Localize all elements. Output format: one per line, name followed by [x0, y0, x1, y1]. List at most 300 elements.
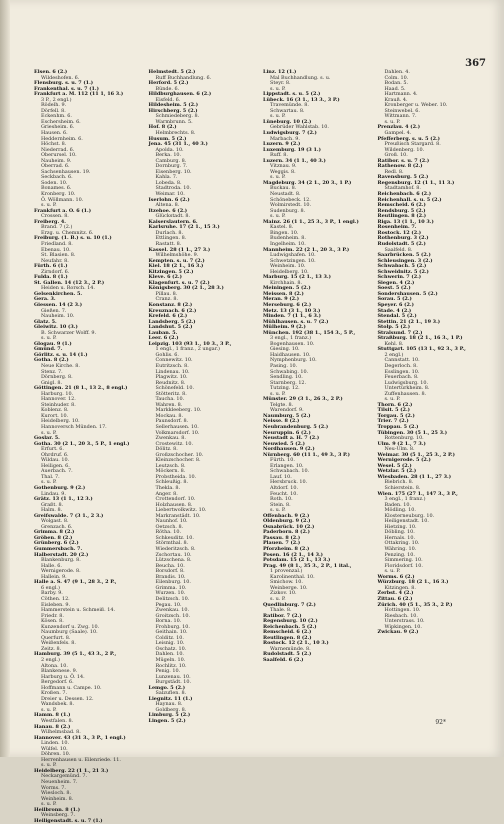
index-subentry: Probstheida. 10.: [155, 473, 197, 480]
index-subentry: Eisfeld. 6.: [155, 96, 181, 103]
index-subentry: Querfurt. 8.: [41, 634, 71, 641]
index-subentry: Dreier u. Dessen. 12.: [41, 695, 94, 702]
index-subentry: Währing. 10.: [384, 546, 417, 553]
index-heading: Posen. 16 (2 1., 14 3.): [263, 551, 324, 558]
index-subentry: Heiden u. Rorsch. 14.: [41, 285, 95, 292]
index-subentry: Neckargemünd. 7.: [41, 773, 87, 780]
index-subentry: Schkeuditz. 10.: [155, 534, 194, 541]
index-heading: Frankfurt a. O. 6 (1.): [34, 207, 92, 214]
index-heading: Mühlhausen. s. u. 7 (2.): [263, 318, 329, 325]
index-subentry: s. u. P.: [41, 479, 57, 486]
index-subentry: Mödling. 10.: [384, 507, 416, 514]
index-heading: Kassel. 28 (1 1., 27 3.): [148, 246, 211, 253]
index-subentry: Griesheim. 6.: [41, 124, 75, 131]
index-subentry: Durlach. 8.: [155, 229, 184, 236]
index-heading: Flensburg. s. u. 7 (1.): [34, 80, 94, 87]
index-heading: Itzehoe. 6 (2.): [148, 207, 188, 214]
index-heading: Saarbrücken. 5 (2.): [377, 252, 431, 259]
index-heading: Kleve. 6 (2.): [148, 274, 182, 281]
index-subentry: Neuenheim. 7.: [41, 779, 78, 785]
index-heading: Reichenbach. 6 (2.): [377, 191, 432, 198]
index-heading: Stolp. 5 (2.): [377, 324, 411, 331]
index-subentry: Steinwebel. 6.: [384, 107, 420, 114]
index-subentry: Preußisch Stargard. 8.: [384, 141, 441, 148]
index-heading: Mülheim. 9 (2.): [263, 324, 306, 331]
index-heading: Wiesbaden. 28 (1 1., 27 3.): [377, 473, 452, 480]
index-subentry: St. Blasien. 8.: [41, 252, 76, 259]
index-heading: Mainz. 26 (1 1., 25 3., 3 P., 1 engl.): [263, 218, 359, 225]
index-subentry: Steyr. 8.: [270, 80, 291, 87]
index-subentry: Grenzach. 6.: [41, 523, 73, 530]
index-subentry: s. u. P.: [41, 202, 57, 209]
index-subentry: Oberursel. 10.: [41, 152, 77, 159]
index-heading: Tübingen. 30 (5 1., 25 3.): [377, 429, 448, 436]
index-heading: Jena. 45 (31 1., 40 3.): [148, 141, 208, 148]
index-heading: Stuttgart. 105 (13 1., 92 3., 3 P.,: [377, 346, 466, 353]
index-heading: Ratibor. 7 (2.): [263, 612, 302, 619]
index-heading: Frankenthal. s. u. 7 (1.): [34, 85, 99, 92]
index-subentry: Redl. 8.: [384, 168, 404, 175]
index-heading: Luzern. 9 (2.): [263, 141, 301, 148]
index-subentry: Thal. 7.: [41, 473, 60, 480]
index-subentry: Volkmarsdorf. 10.: [155, 429, 200, 436]
index-subentry: Wandsbek. 8.: [41, 701, 75, 708]
index-subentry: Hammerstein u. Schmeiß. 14.: [41, 607, 116, 614]
index-heading: Minden. 7 (1 1., 6 3.): [263, 313, 321, 320]
index-heading: Görlitz. s. u. 14 (1.): [34, 351, 88, 358]
index-subentry: Ruff Buchhandlung. 6.: [155, 74, 212, 81]
index-subentry: Blankenburg. 8.: [41, 557, 81, 564]
index-subentry: Wiesloch. 8.: [41, 790, 72, 797]
index-subentry: Mockau. 8.: [155, 412, 183, 419]
index-heading: Hirschberg. 5 (2.): [148, 107, 198, 114]
index-subentry: Hietzing. 10.: [384, 523, 417, 530]
index-subentry: Oberrad. 6.: [41, 163, 70, 170]
index-subentry: Ludwigshafen. 10.: [270, 252, 316, 259]
index-subentry: Bingen. 10.: [270, 229, 299, 236]
index-subentry: Warmbrunn. 5.: [155, 118, 193, 125]
index-subentry: Kronberg. 10.: [41, 191, 76, 198]
index-subentry: Berka. 10.: [155, 152, 182, 159]
index-subentry: Mal Buchhandlung. s. u.: [270, 74, 331, 81]
index-subentry: Ottakring. 10.: [384, 540, 420, 547]
index-subentry: Karolinenthal. 10.: [270, 573, 315, 580]
index-subentry: Biebrich. 8.: [384, 479, 414, 486]
index-subentry: Grimma. 10.: [155, 584, 187, 591]
index-heading: Krefeld. 6 (2.): [148, 313, 188, 320]
index-subentry: Salzuflen. 8.: [155, 690, 187, 697]
index-subentry: Travemünde. 8.: [270, 102, 309, 109]
index-subentry: Rochlitz. 10.: [155, 662, 187, 669]
index-subentry: Großzschocher. 10.: [155, 451, 204, 458]
index-subentry: Connewitz. 10.: [155, 357, 193, 364]
index-subentry: Auerbach. 7.: [41, 468, 73, 475]
index-subentry: Döhren. 10.: [41, 751, 71, 758]
index-subentry: 6 engl.): [41, 584, 60, 591]
index-subentry: Weinsberg. 7.: [41, 812, 76, 819]
index-columns: [34, 69, 486, 824]
index-heading: Wien. 175 (27 1., 147 3., 3 P.,: [377, 490, 458, 497]
index-subentry: Penig. 10.: [155, 668, 181, 675]
index-subentry: Dahlen. 10.: [155, 651, 184, 658]
index-heading: Göttingen. 21 (8 1., 13 2., 8 engl.): [34, 385, 128, 392]
index-subentry: Smichow. 10.: [270, 579, 303, 586]
index-subentry: s. u. P.: [270, 507, 286, 514]
index-heading: Trier. 7 (2.): [377, 418, 409, 425]
index-subentry: Friedr. 8.: [41, 612, 64, 619]
index-subentry: Blankenese. 9.: [41, 668, 78, 675]
index-subentry: Halle. 6.: [41, 562, 62, 569]
index-heading: Meiningen. 5 (2.): [263, 285, 311, 292]
index-heading: Regensburg. 12 (1 1., 11 3.): [377, 179, 455, 186]
index-subentry: Reudnitz. 8.: [155, 379, 186, 386]
index-heading: Giessen. 14 (2 3.): [34, 301, 83, 308]
index-subentry: Burgstädt. 10.: [155, 679, 192, 686]
index-subentry: Haad. 5.: [384, 85, 406, 92]
index-heading: Tilsit. 5 (2.): [377, 407, 410, 414]
index-subentry: Neue Kirche. 8.: [41, 362, 80, 369]
index-heading: Hof. 8 (2.): [148, 124, 177, 131]
index-subentry: Roth. 10.: [270, 496, 293, 503]
page-binding-shadow: [0, 0, 10, 757]
index-subentry: 1 engl., 1 franz., 2 ungar.): [155, 346, 220, 353]
index-heading: Luxemburg. 19 (3 1.): [263, 146, 321, 153]
index-heading: Goslar. 5.: [34, 435, 60, 442]
index-subentry: Kastel. 8.: [270, 224, 294, 231]
index-heading: Grimma. 8 (2.): [34, 529, 75, 536]
index-heading: Rostock. 12 (2.): [377, 229, 422, 236]
index-subentry: Stein. 8.: [270, 501, 291, 508]
index-heading: Lippstadt. s. u. 5 (2.): [263, 91, 321, 98]
index-subentry: Worms. 7.: [41, 784, 66, 791]
index-heading: Gera. 3.: [34, 296, 56, 303]
index-subentry: Baden. 10.: [384, 501, 412, 508]
index-subentry: Dahlen. 4.: [384, 69, 410, 75]
index-subentry: s. u. P.: [270, 113, 286, 120]
index-subentry: Sachsenhausen. 19.: [41, 168, 91, 175]
index-subentry: Markranstädt. 10.: [155, 512, 201, 519]
index-subentry: Borna. 10.: [155, 618, 182, 625]
index-heading: Kaiserslautern. 6.: [148, 218, 198, 225]
index-heading: Ravensburg. 5 (2.): [377, 174, 429, 181]
index-heading: Schleusingen. 3 (2.): [377, 257, 433, 264]
index-subentry: Weißenfels. 8.: [41, 640, 76, 647]
index-heading: Rosenheim. 7.: [377, 224, 417, 231]
index-heading: Hamburg. 39 (5 1., 43 3., 2 P.,: [34, 651, 117, 658]
index-subentry: Fürth. 10.: [270, 457, 295, 464]
index-subentry: Kirchhain. 8.: [270, 279, 302, 286]
index-subentry: Rottenburg. 10.: [384, 435, 424, 442]
index-subentry: Herrenhausen u. Eilenriede. 11.: [41, 756, 121, 763]
index-subentry: Weimar. 10.: [155, 191, 185, 198]
index-subentry: Crossen. 8.: [41, 213, 69, 220]
index-heading: Hildburghausen. 6 (2.): [148, 91, 212, 98]
index-heading: Landshut. 5 (2.): [148, 324, 193, 331]
index-subentry: Möckern. 8.: [155, 468, 186, 475]
index-heading: Herford. 5 (2.): [148, 80, 189, 87]
index-heading: Rudolstadt. 5 (2.): [263, 651, 312, 658]
index-subentry: Wiederitzsch. 8.: [155, 546, 196, 553]
index-heading: Straßburg. 18 (2 1., 16 3., 1 P.): [377, 335, 463, 342]
index-subentry: Lobeda. 8.: [155, 179, 182, 186]
index-subentry: Friedland. 8.: [41, 240, 73, 247]
index-subentry: Wernigerode. 8.: [41, 568, 81, 575]
index-heading: Kempten. s. u. 7 (2.): [148, 257, 205, 264]
index-heading: Husum. 5 (2.): [148, 135, 187, 142]
index-subentry: Bonames. 6.: [41, 185, 72, 192]
index-subentry: Gnigl. 8.: [41, 379, 63, 386]
index-subentry: Paunsdorf. 8.: [155, 418, 189, 425]
index-subentry: Haidhausen. 10.: [270, 351, 311, 358]
index-heading: Neisse. 8 (2.): [263, 418, 300, 425]
index-subentry: Oetzsch. 8.: [155, 523, 184, 530]
index-subentry: Kurort. 10.: [41, 412, 69, 419]
index-subentry: Feucht. 10.: [270, 490, 298, 497]
index-subentry: Hausen. 6.: [41, 130, 68, 137]
index-heading: Saalfeld. 6 (2.): [263, 656, 304, 663]
index-heading: Gmünd. 7.: [34, 346, 63, 353]
index-heading: Schwerin. 7 (2.): [377, 274, 422, 281]
index-heading: Leipzig. 103 (93 1., 10 3., 3 P.,: [148, 340, 232, 347]
index-subentry: Rastatt. 8.: [155, 240, 182, 247]
index-subentry: Goldberg. 8.: [155, 706, 187, 713]
index-subentry: Leisnig. 10.: [155, 640, 185, 647]
index-subentry: Colm. 10.: [384, 74, 409, 81]
index-heading: Klagenfurt. s. u. 7 (2.): [148, 279, 210, 286]
index-subentry: s. u. P.: [41, 762, 57, 769]
index-subentry: Wildenberg. 10.: [384, 146, 425, 153]
index-heading: Gotha. 30 (2 1., 20 3., 5 P., 1 engl.): [34, 440, 130, 447]
index-heading: Passau. 8 (2.): [263, 534, 301, 541]
index-subentry: Schmiedeberg. 8.: [155, 113, 200, 120]
index-subentry: Riesbach. 10.: [384, 612, 418, 619]
index-heading: Stettin. 21 (2 1., 19 3.): [377, 318, 441, 325]
index-subentry: Hottingen. 10.: [384, 607, 421, 614]
index-heading: Reutlingen. 8 (2.): [263, 634, 312, 641]
index-heading: St. Gallen. 14 (12 3., 2 P.): [34, 279, 105, 286]
index-column-2: [149, 70, 258, 725]
index-subentry: Schierstein. 8.: [384, 485, 421, 492]
index-heading: Neuwied. 5 (2.): [263, 440, 305, 447]
index-heading: Weimar. 30 (5 1., 25 3., 2 P.): [377, 451, 455, 458]
index-heading: Elsen. 6 (2.): [34, 69, 68, 75]
index-subentry: Beucha. 10.: [155, 562, 185, 569]
index-subentry: Buckau. 8.: [270, 185, 297, 192]
index-heading: Lüneburg. 10 (2.): [263, 118, 312, 125]
index-subentry: Altona. 10.: [41, 662, 68, 669]
index-subentry: Warnemünde. 8.: [270, 645, 311, 652]
index-subentry: Wurzen. 10.: [155, 590, 186, 597]
index-heading: Troppau. 5 (2.): [377, 424, 419, 430]
index-subentry: Thekla. 8.: [155, 485, 181, 492]
index-subentry: Leutzsch. 8.: [155, 462, 186, 469]
index-heading: Osnabrück. 10 (2.): [263, 523, 315, 530]
index-subentry: Apolda. 10.: [155, 146, 184, 153]
index-subentry: Gohlis. 6.: [155, 351, 179, 358]
index-subentry: Neustadt. 8.: [270, 191, 301, 198]
index-subentry: Barby. 9.: [41, 590, 63, 597]
index-heading: Fürth. 6 (1.): [34, 263, 68, 270]
index-subentry: Heiligen. 6.: [41, 462, 70, 469]
index-subentry: Borsdorf. 8.: [155, 568, 185, 575]
index-subentry: Sellerhausen. 10.: [155, 424, 199, 430]
index-heading: Hildesheim. 5 (2.): [148, 102, 199, 109]
index-subentry: Ingelheim. 10.: [270, 240, 306, 247]
index-heading: Meissen. 8 (2.): [263, 290, 304, 297]
index-subentry: Lunzenau. 10.: [155, 673, 191, 680]
index-subentry: Kehl. 8.: [384, 340, 404, 347]
index-subentry: Klosterneuburg. 10.: [384, 512, 435, 519]
index-subentry: Degerloch. 8.: [384, 362, 418, 369]
index-subentry: Geithain. 10.: [155, 629, 188, 636]
index-subentry: Marbach. 9.: [270, 135, 300, 142]
index-heading: Stendal. 5 (2.): [377, 313, 417, 320]
index-subentry: Schwabach. 10.: [270, 468, 310, 475]
index-subentry: Dornburg. 7.: [155, 163, 188, 170]
index-heading: Gothenburg. 9 (2.): [34, 485, 86, 492]
index-subentry: Kunzendorf u. Zwg. 10.: [41, 623, 100, 630]
index-subentry: Wülfel. 10.: [41, 745, 68, 752]
index-subentry: 3 P., 2 engl.): [41, 96, 72, 103]
index-subentry: Döbling. 10.: [384, 529, 415, 536]
index-subentry: Ettlingen. 8.: [155, 235, 187, 242]
index-subentry: Crostewitz. 10.: [155, 440, 194, 447]
index-subentry: Bünde. 6.: [155, 85, 180, 92]
index-heading: Halle a. S. 47 (9 1., 28 3., 2 P.,: [34, 579, 117, 586]
index-subentry: s. u. P.: [41, 429, 57, 436]
index-subentry: Pegau. 10.: [155, 601, 182, 608]
index-subentry: Tutzing. 12.: [270, 385, 300, 392]
index-subentry: Schönefeld. 10.: [155, 385, 195, 392]
index-subentry: Hannoversch Münden. 17.: [41, 424, 107, 430]
index-subentry: Penzing. 10.: [384, 551, 415, 558]
signature-mark: 92*: [435, 719, 446, 726]
index-heading: Siegen. 4 (2.): [377, 279, 415, 286]
index-heading: Prag. 49 (8 1., 35 3., 2 P., 1 ital.,: [263, 562, 352, 569]
index-subentry: Schleußig. 8.: [155, 479, 189, 486]
index-column-3: [263, 70, 372, 725]
index-subentry: Ö. Wöllmann. 10.: [41, 196, 84, 203]
index-heading: Lingen. 5 (2.): [148, 717, 186, 724]
index-subentry: Koblenz. 8.: [41, 407, 69, 414]
index-heading: Freiberg. 4.: [34, 218, 66, 225]
index-heading: Landsberg. 5 (2.): [148, 318, 196, 325]
index-heading: Torgau. 5 (2.): [377, 412, 415, 419]
index-subentry: Hartmann. 4.: [384, 91, 418, 98]
index-subentry: Stadtamhof. 8.: [384, 185, 421, 192]
index-subentry: Kroßen. 7.: [41, 690, 68, 697]
index-subentry: Dölitz. 8.: [155, 446, 178, 453]
index-heading: Freiburg. (1. B.) s. u. 10 (1.): [34, 235, 112, 242]
index-heading: Magdeburg. 34 (2 1., 20 3., 1 P.): [263, 179, 352, 186]
index-subentry: Holzhausen. 8.: [155, 501, 193, 508]
index-heading: Paderborn. 8 (2.): [263, 529, 310, 536]
index-subentry: Simmering. 10.: [384, 557, 423, 564]
index-subentry: Erzg. u. Chemnitz. 6.: [41, 229, 94, 236]
index-subentry: Hersbruck. 10.: [270, 479, 308, 486]
index-column-1: [34, 69, 143, 824]
index-heading: Worms. 6 (2.): [377, 573, 415, 580]
index-heading: Rathenow. 8 (2.): [377, 163, 423, 170]
index-heading: Quedlinburg. 7 (2.): [263, 601, 316, 608]
index-subentry: Cöthen. 12.: [41, 595, 70, 602]
index-subentry: Krauß. 4.: [384, 96, 408, 103]
index-subentry: 3 engl., 1 franz.): [384, 496, 426, 503]
index-heading: Schweidnitz. 5 (2.): [377, 268, 429, 275]
index-subentry: Soden. 10.: [41, 179, 68, 186]
index-column-4: [378, 70, 487, 725]
index-heading: Limburg. 5 (2.): [148, 712, 191, 719]
index-heading: Hamm. 8 (1.): [34, 712, 71, 719]
index-heading: Heilbronn. 8 (1.): [34, 806, 81, 813]
index-subentry: Eckenhm. 6.: [41, 113, 72, 120]
index-heading: Linz. 12 (1.): [263, 69, 297, 75]
index-subentry: Frohburg. 10.: [155, 623, 190, 630]
index-heading: Remscheid. 6 (2.): [377, 202, 426, 209]
index-heading: Fulda. 8 (1.): [34, 274, 68, 281]
index-heading: Kitzingen. 5 (2.): [148, 268, 194, 275]
index-heading: Ratibor. s. u. 7 (2.): [377, 157, 430, 164]
index-heading: Plauen. 7 (2.): [263, 540, 301, 547]
index-heading: Pforzheim. 8 (2.): [263, 546, 310, 553]
index-subentry: Hallein. 9.: [41, 573, 67, 580]
index-heading: Luzern. 34 (1 1., 40 3.): [263, 157, 326, 164]
index-subentry: Cannstatt. 10.: [384, 357, 420, 364]
index-subentry: Heddernheim. 6.: [41, 135, 83, 142]
index-heading: Rostock. 12 (2 1., 10 3.): [263, 640, 329, 647]
index-subentry: s. u. P.: [384, 118, 401, 125]
index-heading: Regensburg. 10 (2.): [263, 618, 318, 625]
index-subentry: Linden. 10.: [41, 740, 70, 747]
index-heading: Rendsburg. 5 (2.): [377, 207, 426, 214]
index-subentry: Gießen. 7.: [41, 307, 67, 314]
index-subentry: Heidelberg. 10.: [270, 268, 309, 275]
index-heading: Stralsund. 7 (2.): [377, 329, 423, 336]
index-subentry: s. u. P.: [270, 213, 286, 220]
index-heading: Metz. 13 (3 1., 10 3.): [263, 307, 321, 314]
index-heading: Soest. 5 (2.): [377, 285, 411, 292]
index-subentry: s. u. P.: [384, 568, 401, 575]
index-subentry: Zwenkau. 8.: [155, 435, 186, 442]
index-heading: Konstanz. 8 (2.): [148, 301, 193, 308]
index-subentry: Gebrüder Wahlstab. 10.: [270, 124, 329, 131]
index-subentry: Zschortau. 10.: [155, 551, 192, 558]
index-subentry: Schwabing. 10.: [270, 368, 309, 375]
index-subentry: Zeitz. 8.: [41, 645, 62, 652]
index-subentry: s. u. P.: [270, 390, 286, 397]
index-heading: Grünberg. 6 (2.): [34, 540, 79, 547]
index-subentry: Westfalen. 8.: [41, 717, 74, 724]
index-subentry: Taucha. 10.: [155, 396, 185, 403]
index-heading: Heidelberg. 22 (1 1., 21 3.): [34, 767, 109, 774]
index-heading: Lemgo. 5 (2.): [148, 684, 186, 691]
index-heading: Mannheim. 22 (2 1., 20 3., 3 P.): [263, 246, 350, 253]
index-subentry: Wolgast. 8.: [41, 518, 69, 525]
index-subentry: Wahren. 8.: [155, 401, 183, 408]
index-heading: Sorau. 5 (2.): [377, 296, 412, 303]
index-subentry: 1 provenzal.): [270, 568, 303, 575]
index-heading: Leer. 6 (2.): [148, 335, 179, 342]
index-subentry: Groß. 10.: [384, 152, 408, 159]
index-subentry: Heiligenstadt. 10.: [384, 518, 429, 525]
index-subentry: Kleinzschocher. 8.: [155, 457, 201, 464]
index-heading: Ludwigsburg. 7 (2.): [263, 130, 317, 137]
index-subentry: Wilhelmshöhe. 9.: [155, 252, 199, 259]
index-subentry: Giesing. 10.: [270, 346, 300, 353]
index-subentry: Weinberge. 10.: [270, 584, 308, 591]
index-heading: Hanau. 8 (2.): [34, 723, 71, 730]
index-heading: Oldenburg. 9 (2.): [263, 518, 311, 525]
